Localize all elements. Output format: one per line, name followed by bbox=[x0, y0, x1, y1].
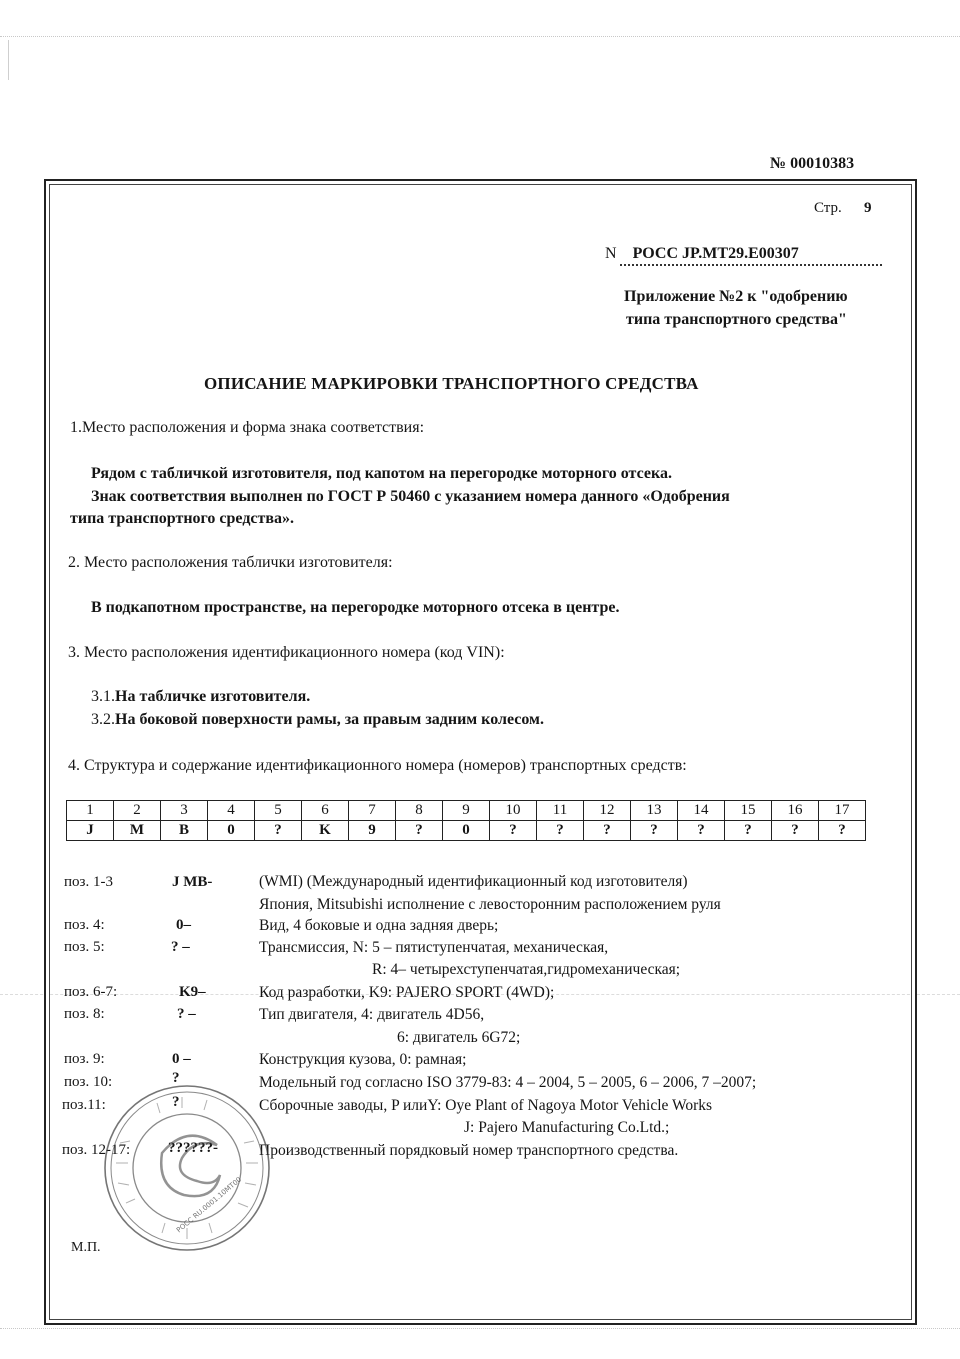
vin-position-cell: 8 bbox=[396, 801, 443, 821]
vin-position-cell: 11 bbox=[537, 801, 584, 821]
vin-value-cell: 0 bbox=[443, 821, 490, 841]
legend-description: R: 4– четырехступенчатая,гидромеханическая; bbox=[372, 961, 681, 978]
stamp-place-label: М.П. bbox=[71, 1240, 101, 1255]
section3-item1-number: 3.1. bbox=[91, 688, 115, 705]
vin-value-row bbox=[67, 821, 866, 841]
vin-value-cell: ? bbox=[584, 821, 631, 841]
legend-description: Код разработки, K9: PAJERO SPORT (4WD); bbox=[259, 984, 555, 1001]
legend-description: Модельный год согласно ISO 3779-83: 4 – 2004, 5 – 2005, 6 – 2006, 7 –2007; bbox=[259, 1074, 757, 1091]
annex-line-1: Приложение №2 к "одобрению bbox=[624, 288, 848, 305]
vin-value-cell: ? bbox=[537, 821, 584, 841]
legend-code: ??????- bbox=[168, 1140, 218, 1156]
legend-code: 0 – bbox=[172, 1051, 191, 1067]
section3-item1-text: На табличке изготовителя. bbox=[115, 688, 311, 705]
vin-value-cell: B bbox=[161, 821, 208, 841]
legend-description: Трансмиссия, N: 5 – пятиступенчатая, механическая, bbox=[259, 939, 609, 956]
legend-position: поз.11: bbox=[62, 1097, 106, 1113]
legend-position: поз. 1-3 bbox=[64, 874, 113, 890]
legend-description: Япония, Mitsubishi исполнение с левосторонним расположением руля bbox=[259, 896, 721, 913]
legend-position: поз. 6-7: bbox=[64, 984, 118, 1000]
section1-heading: 1.Место расположения и форма знака соответствия: bbox=[70, 419, 425, 436]
vin-value-cell: ? bbox=[631, 821, 678, 841]
vin-position-cell: 17 bbox=[819, 801, 866, 821]
legend-description: 6: двигатель 6G72; bbox=[397, 1029, 521, 1046]
scan-artifact-left bbox=[8, 40, 9, 80]
legend-description: Конструкция кузова, 0: рамная; bbox=[259, 1051, 467, 1068]
vin-position-cell: 14 bbox=[678, 801, 725, 821]
vin-position-cell: 3 bbox=[161, 801, 208, 821]
vin-position-cell: 9 bbox=[443, 801, 490, 821]
section1-line2: Знак соответствия выполнен по ГОСТ Р 50460 с указанием номера данного «Одобрения bbox=[91, 488, 730, 505]
vin-position-cell: 13 bbox=[631, 801, 678, 821]
vin-value-cell: J bbox=[67, 821, 114, 841]
legend-code: ? – bbox=[171, 939, 190, 955]
vin-position-cell: 16 bbox=[772, 801, 819, 821]
legend-description: Сборочные заводы, P илиY: Oye Plant of Nagoya Motor Vehicle Works bbox=[259, 1097, 713, 1114]
legend-description: Вид, 4 боковые и одна задняя дверь; bbox=[259, 917, 499, 934]
legend-code: J MB- bbox=[172, 874, 213, 890]
vin-value-cell: K bbox=[302, 821, 349, 841]
legend-code: ? – bbox=[177, 1006, 196, 1022]
scan-artifact-top bbox=[0, 36, 960, 37]
legend-description: Производственный порядковый номер транспортного средства. bbox=[259, 1142, 679, 1159]
vin-structure-table bbox=[66, 800, 866, 841]
vin-value-cell: 9 bbox=[349, 821, 396, 841]
legend-code: 0– bbox=[176, 917, 191, 933]
legend-description: (WMI) (Международный идентификационный код изготовителя) bbox=[259, 873, 688, 890]
certificate-line bbox=[605, 245, 799, 263]
scan-artifact-bottom bbox=[0, 1328, 960, 1329]
section3-heading: 3. Место расположения идентификационного номера (код VIN): bbox=[68, 644, 505, 661]
vin-position-row bbox=[67, 801, 866, 821]
legend-position: поз. 8: bbox=[64, 1006, 105, 1022]
section3-item2-number: 3.2. bbox=[91, 711, 115, 728]
legend-description: Тип двигателя, 4: двигатель 4D56, bbox=[259, 1006, 485, 1023]
vin-position-cell: 4 bbox=[208, 801, 255, 821]
vin-position-cell: 10 bbox=[490, 801, 537, 821]
vin-value-cell: ? bbox=[819, 821, 866, 841]
document-number: № 00010383 bbox=[770, 155, 855, 172]
section2-heading: 2. Место расположения таблички изготовителя: bbox=[68, 554, 393, 571]
page-number: 9 bbox=[864, 200, 872, 216]
certificate-dotted-line bbox=[620, 264, 882, 266]
seal-inner-text: РОСС RU.0001.10МТ00 bbox=[175, 1175, 244, 1235]
legend-position: поз. 9: bbox=[64, 1051, 105, 1067]
section3-item2 bbox=[91, 711, 544, 729]
vin-position-cell: 5 bbox=[255, 801, 302, 821]
vin-value-cell: ? bbox=[772, 821, 819, 841]
vin-position-cell: 2 bbox=[114, 801, 161, 821]
section3-item1 bbox=[91, 688, 310, 706]
legend-position: поз. 12-17: bbox=[62, 1142, 131, 1158]
official-seal-stamp bbox=[102, 1083, 272, 1253]
vin-position-cell: 1 bbox=[67, 801, 114, 821]
certificate-prefix: N bbox=[605, 245, 617, 262]
vin-value-cell: ? bbox=[678, 821, 725, 841]
vin-position-cell: 15 bbox=[725, 801, 772, 821]
section1-line3: типа транспортного средства». bbox=[70, 510, 295, 527]
legend-description: J: Pajero Manufacturing Co.Ltd.; bbox=[464, 1119, 670, 1136]
legend-position: поз. 10: bbox=[64, 1074, 113, 1090]
vin-value-cell: ? bbox=[255, 821, 302, 841]
vin-value-cell: ? bbox=[490, 821, 537, 841]
legend-position: поз. 4: bbox=[64, 917, 105, 933]
legend-position: поз. 5: bbox=[64, 939, 105, 955]
page-label: Стр. bbox=[814, 200, 842, 216]
vin-value-cell: 0 bbox=[208, 821, 255, 841]
annex-line-2: типа транспортного средства" bbox=[626, 311, 847, 328]
certificate-number: РОСС JP.MT29.E00307 bbox=[632, 245, 799, 262]
legend-code: ? bbox=[172, 1070, 180, 1086]
legend-code: K9– bbox=[179, 984, 206, 1000]
vin-value-cell: ? bbox=[725, 821, 772, 841]
vin-value-cell: ? bbox=[396, 821, 443, 841]
document-title: ОПИСАНИЕ МАРКИРОВКИ ТРАНСПОРТНОГО СРЕДСТВА bbox=[204, 374, 699, 393]
vin-position-cell: 12 bbox=[584, 801, 631, 821]
vin-value-cell: M bbox=[114, 821, 161, 841]
legend-code: ? bbox=[172, 1094, 180, 1110]
section1-line1: Рядом с табличкой изготовителя, под капотом на перегородке моторного отсека. bbox=[91, 465, 672, 482]
section3-item2-text: На боковой поверхности рамы, за правым задним колесом. bbox=[115, 711, 544, 728]
vin-position-cell: 6 bbox=[302, 801, 349, 821]
vin-position-cell: 7 bbox=[349, 801, 396, 821]
section4-heading: 4. Структура и содержание идентификационного номера (номеров) транспортных средств: bbox=[68, 757, 687, 774]
section2-line1: В подкапотном пространстве, на перегородке моторного отсека в центре. bbox=[91, 599, 620, 616]
